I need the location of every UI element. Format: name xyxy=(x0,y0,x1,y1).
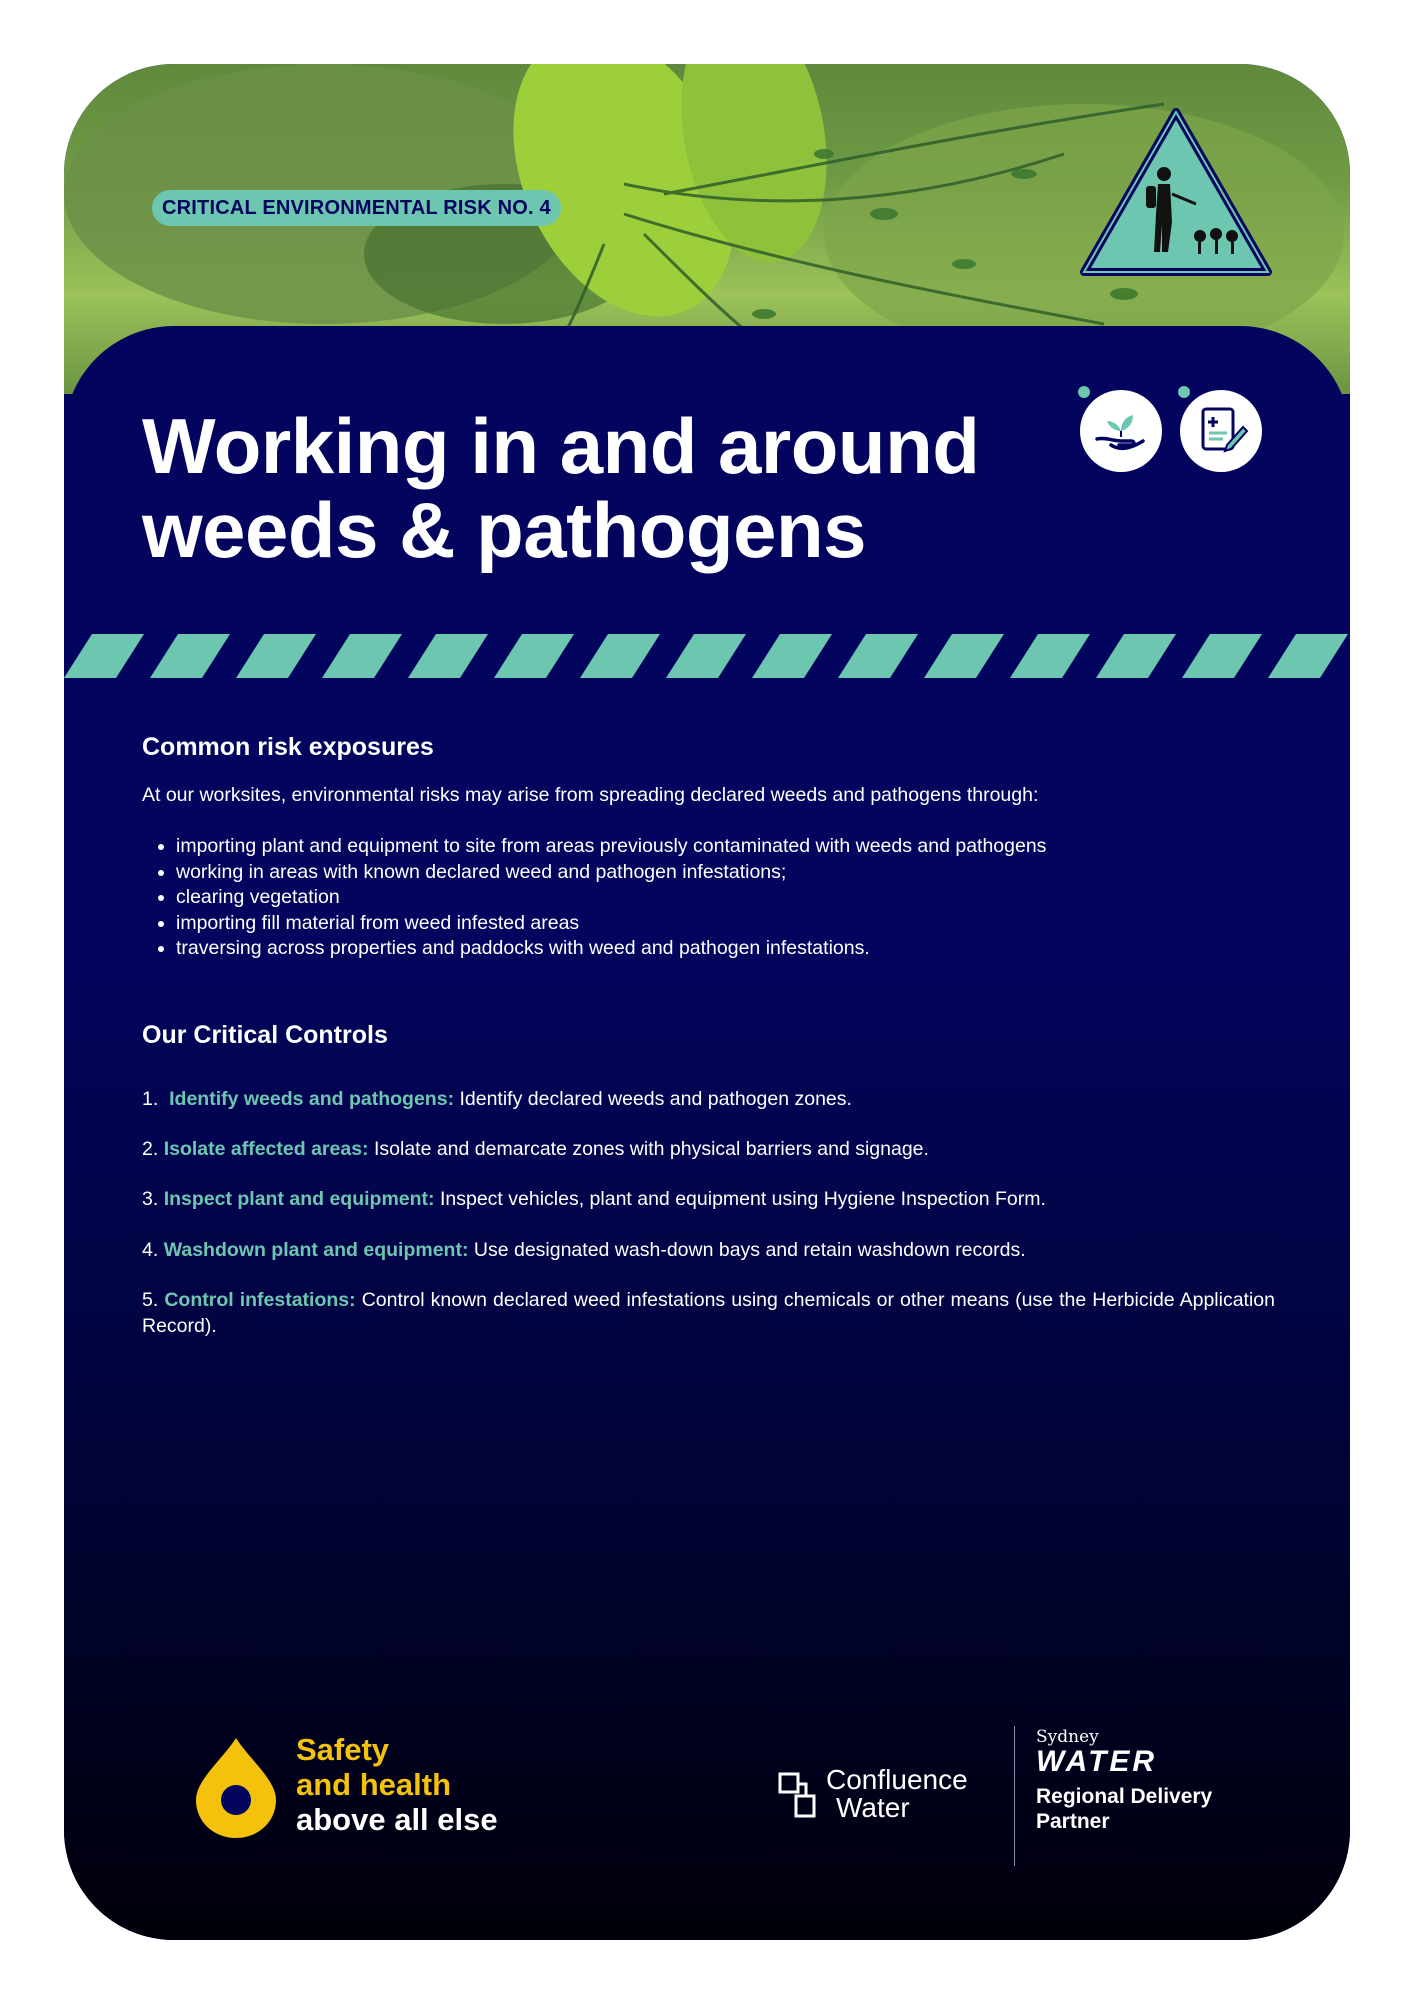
list-item: • clearing vegetation xyxy=(176,885,1276,911)
exposures-list xyxy=(142,834,1276,962)
safety-slogan: Safety and health above all else xyxy=(296,1732,498,1837)
poster-card xyxy=(64,64,1350,1940)
hand-plant-icon xyxy=(1091,401,1151,461)
control-item-2: 2. Isolate affected areas: Isolate and demarcate zones with physical barriers and signage. xyxy=(142,1138,929,1160)
list-item: • traversing across properties and paddocks with weed and pathogen infestations. xyxy=(176,936,1276,962)
hazard-stripes xyxy=(64,634,1350,678)
risk-number-label: CRITICAL ENVIRONMENTAL RISK NO. 4 xyxy=(152,190,561,226)
list-item: • working in areas with known declared weed and pathogen infestations; xyxy=(176,860,1276,886)
controls-heading: Our Critical Controls xyxy=(142,1021,388,1049)
checklist-form-icon xyxy=(1191,401,1251,461)
safety-drop-icon xyxy=(194,1736,278,1840)
confluence-water-name: Confluence Water xyxy=(826,1764,968,1823)
list-item: • importing fill material from weed infested areas xyxy=(176,911,1276,937)
list-item: • importing plant and equipment to site from areas previously contaminated with weeds and pathogens xyxy=(176,834,1276,860)
control-item-5: 5. Control infestations: Control known declared weed infestations using chemicals or other means (use the Herbicide Application Record). xyxy=(142,1289,1276,1337)
page-title: Working in and around weeds & pathogens xyxy=(142,402,980,574)
confluence-water-logo xyxy=(776,1770,818,1820)
control-item-3: 3. Inspect plant and equipment: Inspect vehicles, plant and equipment using Hygiene Inspection Form. xyxy=(142,1188,1046,1210)
sydney-water-logo: Sydney WATER Regional Delivery Partner xyxy=(1036,1727,1213,1833)
hand-plant-badge xyxy=(1080,390,1162,472)
control-item-4: 4. Washdown plant and equipment: Use designated wash-down bays and retain washdown records. xyxy=(142,1239,1026,1261)
checklist-form-badge xyxy=(1180,390,1262,472)
exposures-heading: Common risk exposures xyxy=(142,733,434,761)
control-item-1: 1. Identify weeds and pathogens: Identify declared weeds and pathogen zones. xyxy=(142,1088,852,1110)
logo-divider xyxy=(1014,1726,1015,1866)
exposures-intro: At our worksites, environmental risks may arise from spreading declared weeds and pathogens through: xyxy=(142,784,1039,806)
sprayer-warning-triangle-icon xyxy=(1076,104,1276,284)
